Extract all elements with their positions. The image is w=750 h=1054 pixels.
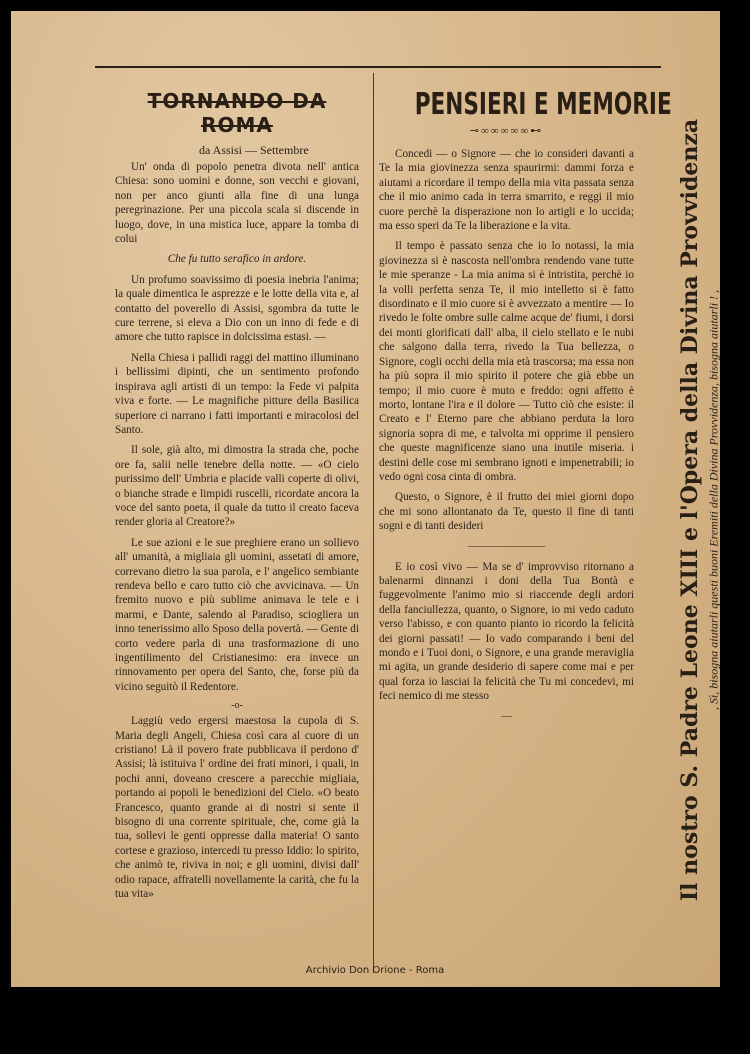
left-dateline: da Assisi — Settembre <box>199 143 309 157</box>
left-paragraph-5: Le sue azioni e le sue preghiere erano un sollievo all' umanità, a migliaia gli uomini, assetati di amore, correvano dietro la sua parola, e l' angelico sembiante rendeva bello e caro tutto ciò che avvicinava. — Un fremito nuovo e più sublime animava le tele e i marmi, e Dante, salendo al Paradiso, sciogliera un inno tenerissimo allo Sposo della povertà. — Gente di corto vedere parla di una trasformazione di uno ingentilimento del Cristianesimo: era invece un rinnovamento per opera del Santo, che, forse più da vicino seguitò il Redentore. <box>115 536 359 693</box>
right-paragraph-1: Concedi — o Signore — che io consideri davanti a Te la mia giovinezza senza spaurirmi: dammi forza e aiutami a ricordare il tempo della mia vita passata senza che il mio animo cada in terra smarrito, e reggi il mio cuore perchè la disperazione non lo artigli e lo uccida; ma esso speri da Te la liberazione e la vita. <box>379 148 634 233</box>
left-article-title: TORNANDO DA ROMA <box>147 89 327 137</box>
left-separator: -o- <box>231 700 243 712</box>
top-rule <box>95 66 661 68</box>
left-paragraph-4: Il sole, già alto, mi dimostra la strada che, poche ore fa, salii nelle tenebre della notte. — «O cielo purissimo dell' Umbria e placide valli coperte di olivi, o bianche strade e limpidi ruscelli, ricordate ancora la voce del santo poeta, il quale da tutto il creato faceva render gloria al Creatore?» <box>115 444 359 529</box>
left-paragraph-2: Un profumo soavissimo di poesia inebria l'anima; la quale dimentica le asprezze e le lotte della vita e, al contatto del poverello di Assisi, sgombra da tutte le cure terrene, si eleva a Dio con un inno di fede e di amore che tutto rapisce in dolcissima estasi. — <box>115 273 359 344</box>
right-separator: ——————— <box>468 539 545 552</box>
left-paragraph-1: Un' onda di popolo penetra divota nell' antica Chiesa: sono uomini e donne, son vecchi e giovani, non per anco giunti alla fine di una lunga peregrinazione. Per una piccola scala si discende in luogo, dove, in una mistica luce, appare la tomba di colui <box>115 161 359 246</box>
column-divider <box>373 73 374 973</box>
newspaper-page <box>11 11 720 987</box>
right-end-mark: — <box>501 709 512 722</box>
left-italic-line: Che fu tutto serafico in ardore. <box>167 253 307 266</box>
left-paragraph-6: Laggiù vedo ergersi maestosa la cupola di S. Maria degli Angeli, Chiesa così cara al cuore di un cristiano! Là il povero frate pubblicava il perdono d' Assisi; là istituiva l' ordine dei frati minori, i quali, in pochi anni, doveano crescere a parecchie migliaia, portando ai popoli le benedizioni del Cielo. «O beato Francesco, quanto grande ai di nostri si sente il bisogno di una corrente spirituale, che, come già la tua, sollevi le genti oppresse dalla materia! O santo cortese e grazioso, intercedi tu presso Iddio: lo spirito, che animò te, riviva in noi; e gli uomini, divisi dall' odio rapace, affratelli novellamente la carità, che fu la tua vita» <box>115 715 359 901</box>
archive-caption: Archivio Don Orione - Roma <box>305 965 445 976</box>
right-paragraph-4: E io così vivo — Ma se d' improvviso ritornano a balenarmi dinnanzi i doni della Tua Bontà e fuggevolmente l'animo mio si riaccende degli ardori della fanciullezza, quanto, o Signore, io mi vedo caduto verso l'abisso, e con quanto pianto io ricordo la felicità dei giorni passati! — Io vado comparando i beni del mondo e i Tuoi doni, o Signore, e una grande meraviglia mi agita, un grande desiderio di sapere come mai e per qual forza io lasciai la felicità che Tu mi concedevi, mi feci nemico di me stesso <box>379 560 634 703</box>
left-paragraph-3: Nella Chiesa i pallidi raggi del mattino illuminano i bellissimi dipinti, che un sentimento profondo inspirava agli artisti di un tempo: la Fede vi palpita viva e forte. — Le magnifiche pitture della Basilica superiore ci narrano i fatti importanti e miracolosi del Santo. <box>115 351 359 436</box>
vertical-subline: , Sì, bisogna aiutarli questi buoni Eremiti della Divina Provvidenza, bisogna aiutarli ! , <box>706 289 721 711</box>
right-article-title: PENSIERI E MEMORIE <box>414 87 672 122</box>
title-ornament: ⊸∞∞∞∞∞⊷ <box>469 125 544 137</box>
right-column <box>379 83 672 730</box>
left-column <box>115 83 359 908</box>
right-paragraph-2: Il tempo è passato senza che io lo notassi, la mia giovinezza si è nascosta nell'ombra rendendo vane tutte le mie speranze - La mia anima si è intristita, perchè io la volli perfetta senza Te, il mio intelletto si è fatto disordinato e il mio cuore si è avvezzato a mentire — Io rivedo le folte ombre sulle calme acque de' fiumi, i dorsi dei monti glorificati dall' alba, il cielo stellato e le nubi che salgono dalla terra, rivedo la Tua bellezza, o Signore, cogli occhi della mia età trascorsa; ma essa non ha più sopra il mio spirito il potere che già ebbe un tempo; il mio cuore è muto e freddo: ogni affetto è morto, lontane l'ira e il dolore — Tutto ciò che esiste: il Creato e l' Eterno pare che abbiano perduta la loro signoria sopra di me, e talvolta mi opprime il pensiero che queste magnificenze siano una inutile miseria. i destini delle cose mi sembrano ignoti e impenetrabili; io vedo ogni cosa cinta di ombra. <box>379 240 634 483</box>
right-paragraph-3: Questo, o Signore, è il frutto dei miei giorni dopo che mi sono allontanato da Te, questo il fine di tanti sogni e di tanti desideri <box>379 491 634 533</box>
vertical-headline: Il nostro S. Padre Leone XIII e l'Opera della Divina Provvidenza <box>677 118 703 902</box>
